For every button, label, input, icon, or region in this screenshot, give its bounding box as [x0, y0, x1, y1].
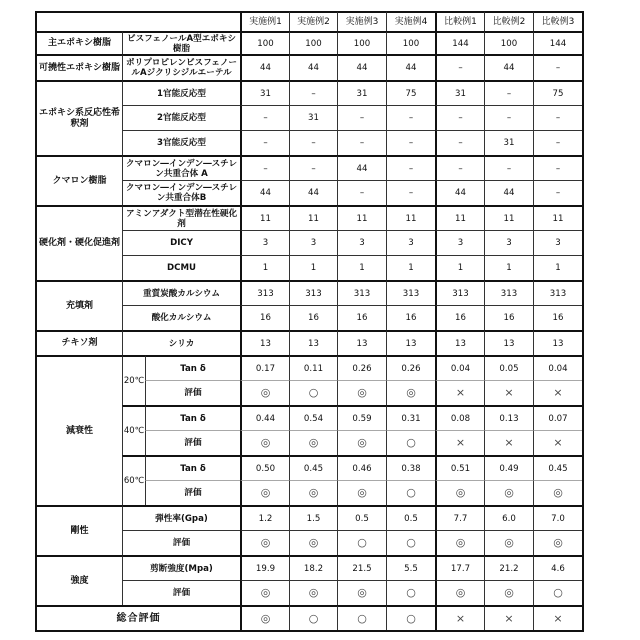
table-row	[35, 355, 582, 380]
value-cell: 44	[289, 180, 337, 205]
value-cell: 0.46	[337, 455, 386, 480]
category-label: 剛性	[35, 505, 122, 555]
value-cell: 16	[337, 305, 386, 330]
rating-cell: ○	[386, 580, 435, 605]
rating-cell: ◎	[337, 430, 386, 455]
value-cell: 1	[289, 255, 337, 280]
table-row	[35, 54, 582, 80]
rating-cell: ◎	[533, 480, 582, 505]
rating-cell: ×	[435, 605, 484, 630]
item-label: アミンアダクト型潜在性硬化剤	[122, 205, 240, 230]
value-cell: 0.08	[435, 405, 484, 430]
column-header-comparative-3: 比較例3	[533, 11, 582, 31]
value-cell: 0.38	[386, 455, 435, 480]
value-cell: –	[533, 180, 582, 205]
rating-cell: ×	[533, 605, 582, 630]
value-cell: 21.5	[337, 555, 386, 580]
value-cell: 313	[337, 280, 386, 305]
value-cell: 13	[240, 330, 289, 355]
column-header-example-2: 実施例2	[289, 11, 337, 31]
item-label: Tan δ	[145, 405, 240, 430]
value-cell: –	[289, 80, 337, 105]
item-label: ポリプロピレンビスフェノールAジクリシジルエーテル	[122, 54, 240, 80]
value-cell: 3	[386, 230, 435, 255]
temperature-label: 20℃	[122, 355, 145, 405]
value-cell: 3	[289, 230, 337, 255]
overall-label: 総合評価	[35, 605, 240, 630]
value-cell: 31	[435, 80, 484, 105]
value-cell: 13	[484, 330, 533, 355]
value-cell: 100	[289, 31, 337, 54]
value-cell: 313	[435, 280, 484, 305]
table-row	[35, 80, 582, 105]
rating-cell: ◎	[240, 605, 289, 630]
item-label: 酸化カルシウム	[122, 305, 240, 330]
value-cell: 4.6	[533, 555, 582, 580]
value-cell: –	[533, 54, 582, 80]
category-label: 充填剤	[35, 280, 122, 330]
value-cell: –	[484, 155, 533, 180]
value-cell: 6.0	[484, 505, 533, 530]
value-cell: –	[533, 155, 582, 180]
value-cell: 0.49	[484, 455, 533, 480]
value-cell: 44	[240, 54, 289, 80]
table-row	[35, 555, 582, 580]
value-cell: 1	[435, 255, 484, 280]
value-cell: 3	[337, 230, 386, 255]
item-label: ビスフェノールA型エポキシ樹脂	[122, 31, 240, 54]
value-cell: 3	[533, 230, 582, 255]
value-cell: –	[337, 180, 386, 205]
value-cell: 0.45	[533, 455, 582, 480]
results-table	[35, 11, 584, 632]
rating-cell: ◎	[240, 580, 289, 605]
value-cell: 44	[240, 180, 289, 205]
value-cell: –	[240, 130, 289, 155]
item-label: DCMU	[122, 255, 240, 280]
category-label: 強度	[35, 555, 122, 605]
rating-cell: ◎	[435, 530, 484, 555]
value-cell: 16	[533, 305, 582, 330]
rating-cell: ○	[337, 530, 386, 555]
rating-cell: ◎	[240, 480, 289, 505]
value-cell: 1	[533, 255, 582, 280]
rating-cell: ○	[386, 605, 435, 630]
value-cell: 18.2	[289, 555, 337, 580]
value-cell: 1.5	[289, 505, 337, 530]
value-cell: 0.5	[386, 505, 435, 530]
value-cell: 11	[435, 205, 484, 230]
rating-cell: ×	[533, 380, 582, 405]
rating-cell: ◎	[289, 430, 337, 455]
table-row	[35, 31, 582, 54]
table-row	[35, 330, 582, 355]
rating-cell: ◎	[484, 480, 533, 505]
rating-cell: ×	[435, 380, 484, 405]
value-cell: –	[435, 105, 484, 130]
value-cell: 0.07	[533, 405, 582, 430]
category-label: 主エポキシ樹脂	[35, 31, 122, 54]
value-cell: 11	[289, 205, 337, 230]
value-cell: 17.7	[435, 555, 484, 580]
rating-cell: ○	[289, 605, 337, 630]
value-cell: 11	[337, 205, 386, 230]
table-row	[35, 155, 582, 180]
value-cell: 1	[337, 255, 386, 280]
value-cell: 1	[386, 255, 435, 280]
value-cell: 0.45	[289, 455, 337, 480]
category-label: 硬化剤・硬化促進剤	[35, 205, 122, 280]
value-cell: 16	[289, 305, 337, 330]
value-cell: 7.0	[533, 505, 582, 530]
value-cell: 5.5	[386, 555, 435, 580]
rating-cell: ◎	[484, 530, 533, 555]
category-label: チキソ剤	[35, 330, 122, 355]
value-cell: –	[435, 155, 484, 180]
value-cell: 44	[337, 155, 386, 180]
value-cell: 16	[484, 305, 533, 330]
item-label: 3官能反応型	[122, 130, 240, 155]
rating-cell: ◎	[435, 480, 484, 505]
item-label: 弾性率(Gpa)	[122, 505, 240, 530]
rating-cell: ◎	[289, 580, 337, 605]
value-cell: 44	[484, 180, 533, 205]
value-cell: 7.7	[435, 505, 484, 530]
value-cell: 31	[337, 80, 386, 105]
value-cell: 144	[533, 31, 582, 54]
column-header-example-3: 実施例3	[337, 11, 386, 31]
header-blank-cell	[35, 11, 240, 31]
value-cell: 0.31	[386, 405, 435, 430]
value-cell: 0.13	[484, 405, 533, 430]
value-cell: 100	[484, 31, 533, 54]
value-cell: –	[386, 105, 435, 130]
value-cell: –	[484, 80, 533, 105]
item-label: 評価	[145, 480, 240, 505]
value-cell: 313	[484, 280, 533, 305]
value-cell: –	[289, 130, 337, 155]
column-header-example-4: 実施例4	[386, 11, 435, 31]
value-cell: –	[386, 130, 435, 155]
temperature-label: 40℃	[122, 405, 145, 455]
item-label: Tan δ	[145, 355, 240, 380]
value-cell: 31	[240, 80, 289, 105]
header-row	[35, 11, 582, 31]
category-label: クマロン樹脂	[35, 155, 122, 205]
value-cell: 16	[240, 305, 289, 330]
rating-cell: ◎	[337, 480, 386, 505]
value-cell: 13	[435, 330, 484, 355]
rating-cell: ×	[484, 430, 533, 455]
value-cell: –	[386, 155, 435, 180]
rating-cell: ○	[337, 605, 386, 630]
rating-cell: ○	[386, 480, 435, 505]
rating-cell: ×	[435, 430, 484, 455]
rating-cell: ◎	[435, 580, 484, 605]
category-label: エポキシ系反応性希釈剤	[35, 80, 122, 155]
value-cell: 44	[289, 54, 337, 80]
rating-cell: ○	[386, 430, 435, 455]
table-row	[35, 505, 582, 530]
item-label: 1官能反応型	[122, 80, 240, 105]
value-cell: 0.59	[337, 405, 386, 430]
value-cell: 100	[386, 31, 435, 54]
value-cell: 313	[386, 280, 435, 305]
value-cell: 1.2	[240, 505, 289, 530]
value-cell: 0.04	[435, 355, 484, 380]
value-cell: 100	[337, 31, 386, 54]
value-cell: 0.51	[435, 455, 484, 480]
value-cell: –	[240, 105, 289, 130]
rating-cell: ×	[484, 380, 533, 405]
item-label: 重質炭酸カルシウム	[122, 280, 240, 305]
rating-cell: ○	[289, 380, 337, 405]
value-cell: 75	[386, 80, 435, 105]
value-cell: 16	[386, 305, 435, 330]
rating-cell: ◎	[484, 580, 533, 605]
item-label: 評価	[145, 430, 240, 455]
value-cell: 3	[435, 230, 484, 255]
value-cell: –	[386, 180, 435, 205]
column-header-comparative-1: 比較例1	[435, 11, 484, 31]
value-cell: –	[484, 105, 533, 130]
item-label: クマロン―インデン―スチレン共重合体B	[122, 180, 240, 205]
rating-cell: ◎	[240, 430, 289, 455]
rating-cell: ◎	[240, 530, 289, 555]
value-cell: 44	[386, 54, 435, 80]
value-cell: 1	[484, 255, 533, 280]
table-row	[35, 205, 582, 230]
value-cell: 0.04	[533, 355, 582, 380]
item-label: 評価	[122, 580, 240, 605]
value-cell: 16	[435, 305, 484, 330]
value-cell: –	[435, 54, 484, 80]
value-cell: 13	[533, 330, 582, 355]
value-cell: 11	[533, 205, 582, 230]
value-cell: 0.26	[337, 355, 386, 380]
item-label: 剪断強度(Mpa)	[122, 555, 240, 580]
value-cell: 44	[435, 180, 484, 205]
item-label: DICY	[122, 230, 240, 255]
item-label: Tan δ	[145, 455, 240, 480]
rating-cell: ◎	[289, 530, 337, 555]
value-cell: 3	[484, 230, 533, 255]
value-cell: 11	[484, 205, 533, 230]
table-row	[35, 280, 582, 305]
value-cell: 75	[533, 80, 582, 105]
rating-cell: ◎	[337, 580, 386, 605]
category-label: 可撓性エポキシ樹脂	[35, 54, 122, 80]
value-cell: 21.2	[484, 555, 533, 580]
item-label: 評価	[122, 530, 240, 555]
rating-cell: ◎	[386, 380, 435, 405]
temperature-label: 60℃	[122, 455, 145, 505]
rating-cell: ◎	[240, 380, 289, 405]
item-label: 2官能反応型	[122, 105, 240, 130]
value-cell: 44	[484, 54, 533, 80]
value-cell: 0.17	[240, 355, 289, 380]
value-cell: 13	[386, 330, 435, 355]
rating-cell: ○	[386, 530, 435, 555]
value-cell: 0.26	[386, 355, 435, 380]
value-cell: –	[533, 105, 582, 130]
category-label: 減衰性	[35, 355, 122, 505]
value-cell: 13	[337, 330, 386, 355]
value-cell: 0.5	[337, 505, 386, 530]
rating-cell: ×	[533, 430, 582, 455]
value-cell: 100	[240, 31, 289, 54]
item-label: シリカ	[122, 330, 240, 355]
column-header-comparative-2: 比較例2	[484, 11, 533, 31]
rating-cell: ◎	[289, 480, 337, 505]
value-cell: –	[337, 130, 386, 155]
value-cell: 144	[435, 31, 484, 54]
value-cell: –	[289, 155, 337, 180]
value-cell: 0.05	[484, 355, 533, 380]
value-cell: 313	[240, 280, 289, 305]
value-cell: 0.44	[240, 405, 289, 430]
value-cell: –	[337, 105, 386, 130]
value-cell: 313	[533, 280, 582, 305]
value-cell: 19.9	[240, 555, 289, 580]
item-label: 評価	[145, 380, 240, 405]
value-cell: 44	[337, 54, 386, 80]
rating-cell: ◎	[337, 380, 386, 405]
value-cell: 13	[289, 330, 337, 355]
column-header-example-1: 実施例1	[240, 11, 289, 31]
value-cell: 3	[240, 230, 289, 255]
value-cell: 0.50	[240, 455, 289, 480]
value-cell: –	[240, 155, 289, 180]
rating-cell: ◎	[533, 530, 582, 555]
value-cell: 1	[240, 255, 289, 280]
rating-cell: ○	[533, 580, 582, 605]
value-cell: 11	[240, 205, 289, 230]
rating-cell: ×	[484, 605, 533, 630]
overall-row	[35, 605, 582, 630]
value-cell: –	[533, 130, 582, 155]
value-cell: –	[435, 130, 484, 155]
item-label: クマロン―インデン―スチレン共重合体 A	[122, 155, 240, 180]
value-cell: 11	[386, 205, 435, 230]
value-cell: 31	[484, 130, 533, 155]
value-cell: 0.11	[289, 355, 337, 380]
value-cell: 313	[289, 280, 337, 305]
value-cell: 31	[289, 105, 337, 130]
value-cell: 0.54	[289, 405, 337, 430]
